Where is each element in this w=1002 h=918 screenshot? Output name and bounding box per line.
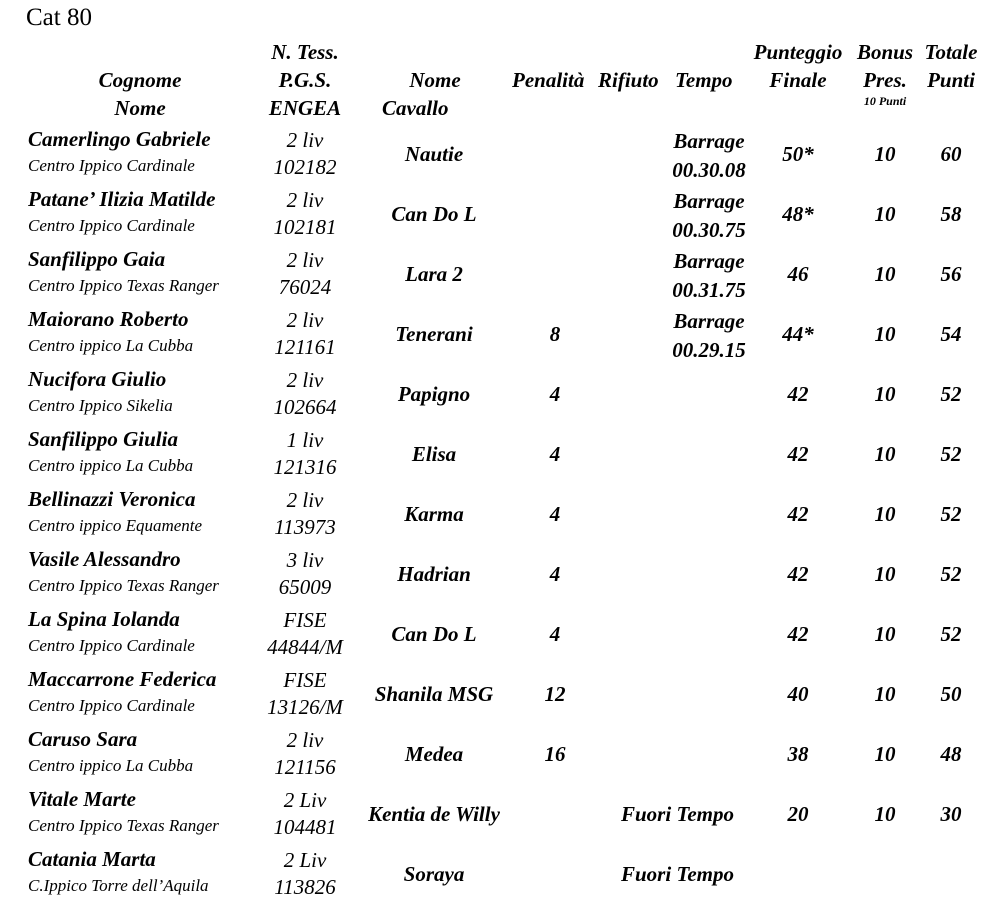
- bonus-value: 10: [874, 262, 896, 286]
- bonus-value: 10: [874, 562, 896, 586]
- total-points: 52: [940, 442, 962, 466]
- tessera-level: 2 Liv: [283, 848, 327, 872]
- rider-name: Sanfilippo Gaia: [28, 247, 166, 271]
- bonus-value: 10: [874, 442, 896, 466]
- club-name: Centro Ippico Texas Ranger: [28, 276, 219, 295]
- tessera-cell: [250, 847, 360, 901]
- rider-name: Patane’ Ilizia Matilde: [28, 187, 216, 211]
- tessera-cell: [250, 127, 360, 181]
- tessera-cell: [250, 487, 360, 541]
- bonus-value: 10: [874, 142, 896, 166]
- club-name: Centro ippico La Cubba: [28, 336, 194, 355]
- penalty-value: 4: [549, 382, 561, 406]
- header-punteggio-2: Finale: [769, 68, 827, 92]
- total-points: 30: [940, 802, 962, 826]
- final-score: 42: [787, 622, 809, 646]
- tessera-cell: [250, 307, 360, 361]
- final-score: 42: [787, 502, 809, 526]
- tessera-number: 65009: [278, 575, 332, 599]
- final-score: 46: [787, 262, 809, 286]
- horse-name: Medea: [404, 742, 464, 766]
- header-cognome: Cognome: [98, 68, 182, 92]
- club-name: Centro ippico La Cubba: [28, 756, 194, 775]
- horse-name: Can Do L: [391, 202, 477, 226]
- rider-name: Caruso Sara: [28, 727, 138, 751]
- penalty-value: 4: [549, 622, 561, 646]
- bonus-value: 10: [874, 682, 896, 706]
- tessera-level: 1 liv: [286, 428, 324, 452]
- penalty-value: 16: [544, 742, 566, 766]
- penalty-value: 4: [549, 502, 561, 526]
- club-name: Centro Ippico Texas Ranger: [28, 816, 219, 835]
- table-row: [0, 606, 1002, 666]
- header-totale-2: Punti: [927, 68, 975, 92]
- final-score: 48*: [782, 202, 814, 226]
- table-row: [0, 666, 1002, 726]
- club-name: Centro ippico Equamente: [28, 516, 203, 535]
- fuori-tempo: Fuori Tempo: [621, 862, 734, 886]
- club-name: Centro Ippico Cardinale: [28, 636, 195, 655]
- tempo-label: Barrage: [673, 189, 745, 213]
- table-row: [0, 486, 1002, 546]
- tempo-label: Barrage: [673, 309, 745, 333]
- rider-name: Maiorano Roberto: [28, 307, 189, 331]
- tessera-level: 2 liv: [286, 188, 324, 212]
- header-punteggio: [744, 38, 852, 94]
- rider-name: Catania Marta: [28, 847, 156, 871]
- penalty-value: 4: [549, 442, 561, 466]
- table-row: [0, 306, 1002, 366]
- rider-name: Bellinazzi Veronica: [28, 487, 196, 511]
- header-totale-1: Totale: [924, 40, 978, 64]
- table-row: [0, 126, 1002, 186]
- tessera-cell: [250, 607, 360, 661]
- horse-name: Tenerani: [395, 322, 473, 346]
- rider-name: Vitale Marte: [28, 787, 136, 811]
- total-points: 52: [940, 502, 962, 526]
- category-title: Cat 80: [26, 4, 92, 31]
- header-tessera-2: P.G.S.: [278, 68, 332, 92]
- tessera-number: 76024: [278, 275, 332, 299]
- club-name: Centro Ippico Cardinale: [28, 216, 195, 235]
- tessera-level: 2 liv: [286, 248, 324, 272]
- tessera-cell: [250, 787, 360, 841]
- total-points: 60: [940, 142, 962, 166]
- rider-name: La Spina Iolanda: [28, 607, 180, 631]
- header-punteggio-1: Punteggio: [753, 40, 843, 64]
- header-tessera: [245, 38, 365, 122]
- table-row: [0, 546, 1002, 606]
- table-row: [0, 186, 1002, 246]
- tessera-number: 102181: [273, 215, 337, 239]
- total-points: 56: [940, 262, 962, 286]
- rider-name: Camerlingo Gabriele: [28, 127, 211, 151]
- rider-name: Nucifora Giulio: [28, 367, 167, 391]
- header-bonus: [850, 38, 920, 108]
- tessera-cell: [250, 367, 360, 421]
- table-row: [0, 246, 1002, 306]
- tessera-cell: [250, 187, 360, 241]
- header-cavallo: [372, 66, 492, 122]
- horse-name: Soraya: [403, 862, 465, 886]
- tessera-level: 2 liv: [286, 308, 324, 332]
- final-score: 42: [787, 382, 809, 406]
- header-bonus-note: 10 Punti: [863, 94, 907, 108]
- tessera-level: 2 liv: [286, 128, 324, 152]
- bonus-value: 10: [874, 622, 896, 646]
- fuori-tempo: Fuori Tempo: [621, 802, 734, 826]
- header-penalita: Penalità: [512, 68, 585, 92]
- final-score: 42: [787, 562, 809, 586]
- horse-name: Nautie: [404, 142, 464, 166]
- final-score: 50*: [782, 142, 814, 166]
- final-score: 42: [787, 442, 809, 466]
- final-score: 44*: [782, 322, 814, 346]
- tessera-cell: [250, 247, 360, 301]
- total-points: 58: [940, 202, 962, 226]
- header-tempo: Tempo: [675, 68, 733, 92]
- tessera-cell: [250, 727, 360, 781]
- total-points: 52: [940, 562, 962, 586]
- tessera-number: 121161: [274, 335, 336, 359]
- table-row: [0, 366, 1002, 426]
- tessera-number: 104481: [273, 815, 337, 839]
- header-tessera-1: N. Tess.: [271, 40, 339, 64]
- tessera-level: 3 liv: [286, 548, 324, 572]
- header-bonus-2: Pres.: [863, 68, 907, 92]
- header-totale: [918, 38, 984, 94]
- horse-name: Hadrian: [397, 562, 471, 586]
- tessera-number: 102664: [273, 395, 337, 419]
- total-points: 50: [940, 682, 962, 706]
- club-name: Centro ippico La Cubba: [28, 456, 194, 475]
- table-row: [0, 786, 1002, 846]
- bonus-value: 10: [874, 802, 896, 826]
- total-points: 52: [940, 622, 962, 646]
- tessera-level: FISE: [283, 608, 327, 632]
- tessera-level: 2 Liv: [283, 788, 327, 812]
- header-rifiuto: Rifiuto: [598, 68, 659, 92]
- tessera-level: 2 liv: [286, 368, 324, 392]
- header-bonus-1: Bonus: [856, 40, 914, 64]
- tessera-number: 102182: [273, 155, 337, 179]
- club-name: Centro Ippico Texas Ranger: [28, 576, 219, 595]
- tessera-level: 2 liv: [286, 728, 324, 752]
- tempo-time: 00.31.75: [672, 278, 746, 302]
- horse-name: Can Do L: [391, 622, 477, 646]
- tempo-time: 00.30.75: [672, 218, 746, 242]
- tessera-number: 113826: [274, 875, 336, 899]
- penalty-value: 12: [544, 682, 566, 706]
- header-cavallo-2: Cavallo: [382, 96, 449, 120]
- horse-name: Elisa: [411, 442, 457, 466]
- tessera-cell: [250, 427, 360, 481]
- tessera-cell: [250, 667, 360, 721]
- tessera-level: 2 liv: [286, 488, 324, 512]
- tessera-number: 113973: [274, 515, 336, 539]
- rider-name: Sanfilippo Giulia: [28, 427, 178, 451]
- tessera-number: 44844/M: [267, 635, 343, 659]
- tessera-number: 13126/M: [267, 695, 343, 719]
- table-row: [0, 846, 1002, 906]
- tempo-time: 00.30.08: [672, 158, 746, 182]
- penalty-value: 8: [549, 322, 561, 346]
- header-cognome-nome: [70, 66, 210, 122]
- final-score: 20: [787, 802, 809, 826]
- bonus-value: 10: [874, 202, 896, 226]
- header-nome: Nome: [114, 96, 166, 120]
- club-name: C.Ippico Torre dell’Aquila: [28, 876, 209, 895]
- club-name: Centro Ippico Sikelia: [28, 396, 173, 415]
- rider-name: Maccarrone Federica: [28, 667, 217, 691]
- header-tessera-3: ENGEA: [268, 96, 342, 120]
- bonus-value: 10: [874, 382, 896, 406]
- tempo-label: Barrage: [673, 249, 745, 273]
- bonus-value: 10: [874, 322, 896, 346]
- horse-name: Lara 2: [405, 262, 463, 286]
- horse-name: Karma: [404, 502, 464, 526]
- bonus-value: 10: [874, 742, 896, 766]
- tessera-level: FISE: [283, 668, 327, 692]
- horse-name: Shanila MSG: [374, 682, 494, 706]
- horse-name: Kentia de Willy: [368, 802, 500, 826]
- penalty-value: 4: [549, 562, 561, 586]
- total-points: 54: [940, 322, 962, 346]
- tessera-number: 121156: [274, 755, 336, 779]
- horse-name: Papigno: [397, 382, 471, 406]
- table-row: [0, 426, 1002, 486]
- rider-name: Vasile Alessandro: [28, 547, 181, 571]
- final-score: 40: [787, 682, 809, 706]
- tempo-time: 00.29.15: [672, 338, 746, 362]
- tessera-cell: [250, 547, 360, 601]
- final-score: 38: [787, 742, 809, 766]
- total-points: 52: [940, 382, 962, 406]
- club-name: Centro Ippico Cardinale: [28, 156, 195, 175]
- club-name: Centro Ippico Cardinale: [28, 696, 195, 715]
- total-points: 48: [940, 742, 962, 766]
- tempo-label: Barrage: [673, 129, 745, 153]
- table-row: [0, 726, 1002, 786]
- tessera-number: 121316: [273, 455, 337, 479]
- header-cavallo-1: Nome: [409, 68, 461, 92]
- bonus-value: 10: [874, 502, 896, 526]
